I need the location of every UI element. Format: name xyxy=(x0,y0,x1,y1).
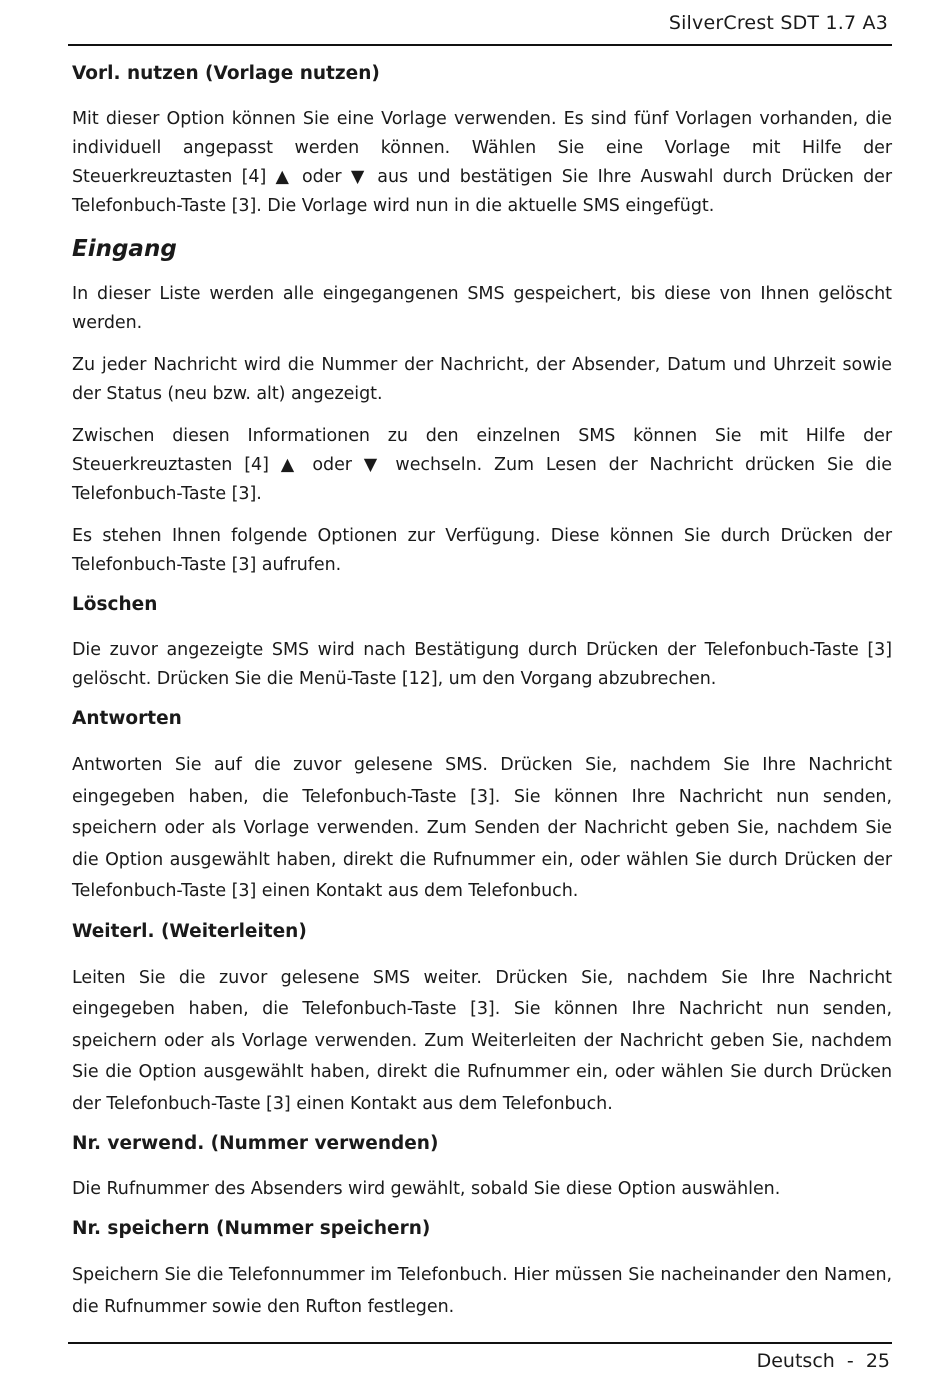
header-rule xyxy=(68,44,892,46)
paragraph-eingang-navigation: Zwischen diesen Informationen zu den einzelnen SMS können Sie mit Hilfe der Steuerkreuztasten [4] ▲ oder ▼ wechseln. Zum Lesen der Nachricht drücken Sie die Telefonbuch-Taste [3]. xyxy=(72,426,892,504)
paragraph-loeschen: Die zuvor angezeigte SMS wird nach Bestätigung durch Drücken der Telefonbuch-Taste [3] gelöscht. Drücken Sie die Menü-Taste [12], um den Vorgang abzubrechen. xyxy=(72,640,892,689)
paragraph-nummer-verwenden: Die Rufnummer des Absenders wird gewählt, sobald Sie diese Option auswählen. xyxy=(72,1179,781,1199)
heading-nummer-speichern: Nr. speichern (Nummer speichern) xyxy=(72,1218,431,1239)
heading-weiterleiten: Weiterl. (Weiterleiten) xyxy=(72,920,307,942)
page-content xyxy=(72,62,892,1335)
heading-vorlage-nutzen: Vorl. nutzen (Vorlage nutzen) xyxy=(72,63,380,84)
section-title-eingang: Eingang xyxy=(72,236,177,262)
heading-nummer-verwenden: Nr. verwend. (Nummer verwenden) xyxy=(72,1133,439,1154)
heading-antworten: Antworten xyxy=(72,708,182,729)
page-footer xyxy=(757,1350,890,1372)
paragraph-eingang-list: In dieser Liste werden alle eingegangenen SMS gespeichert, bis diese von Ihnen gelöscht werden. xyxy=(72,284,892,333)
header-title: SilverCrest SDT 1.7 A3 xyxy=(668,12,888,34)
paragraph-eingang-options: Es stehen Ihnen folgende Optionen zur Verfügung. Diese können Sie durch Drücken der Telefonbuch-Taste [3] aufrufen. xyxy=(72,526,892,575)
heading-loeschen: Löschen xyxy=(72,594,158,615)
footer-text: Deutsch - 25 xyxy=(756,1350,890,1372)
paragraph-nummer-speichern: Speichern Sie die Telefonnummer im Telefonbuch. Hier müssen Sie nacheinander den Namen, die Rufnummer sowie den Rufton festlegen. xyxy=(72,1265,892,1317)
paragraph-weiterleiten: Leiten Sie die zuvor gelesene SMS weiter. Drücken Sie, nachdem Sie Ihre Nachricht eingegeben haben, die Telefonbuch-Taste [3]. Sie können Ihre Nachricht nun senden, speichern oder als Vorlage verwenden. Zum Weiterleiten der Nachricht geben Sie, nachdem Sie die Option ausgewählt haben, direkt die Rufnummer ein, oder wählen Sie durch Drücken der Telefonbuch-Taste [3] einen Kontakt aus dem Telefonbuch. xyxy=(72,967,892,1114)
paragraph-vorlage-nutzen: Mit dieser Option können Sie eine Vorlage verwenden. Es sind fünf Vorlagen vorhanden, die individuell angepasst werden können. Wählen Sie eine Vorlage mit Hilfe der Steuerkreuztasten [4] ▲ oder ▼ aus und bestätigen Sie Ihre Auswahl durch Drücken der Telefonbuch-Taste [3]. Die Vorlage wird nun in die aktuelle SMS eingefügt. xyxy=(72,109,892,216)
footer-rule xyxy=(68,1342,892,1344)
paragraph-antworten: Antworten Sie auf die zuvor gelesene SMS. Drücken Sie, nachdem Sie Ihre Nachricht eingegeben haben, die Telefonbuch-Taste [3]. Sie können Ihre Nachricht nun senden, speichern oder als Vorlage verwenden. Zum Senden der Nachricht geben Sie, nachdem Sie die Option ausgewählt haben, direkt die Rufnummer ein, oder wählen Sie durch Drücken der Telefonbuch-Taste [3] einen Kontakt aus dem Telefonbuch. xyxy=(72,755,892,901)
paragraph-eingang-info: Zu jeder Nachricht wird die Nummer der Nachricht, der Absender, Datum und Uhrzeit sowie der Status (neu bzw. alt) angezeigt. xyxy=(72,355,892,404)
